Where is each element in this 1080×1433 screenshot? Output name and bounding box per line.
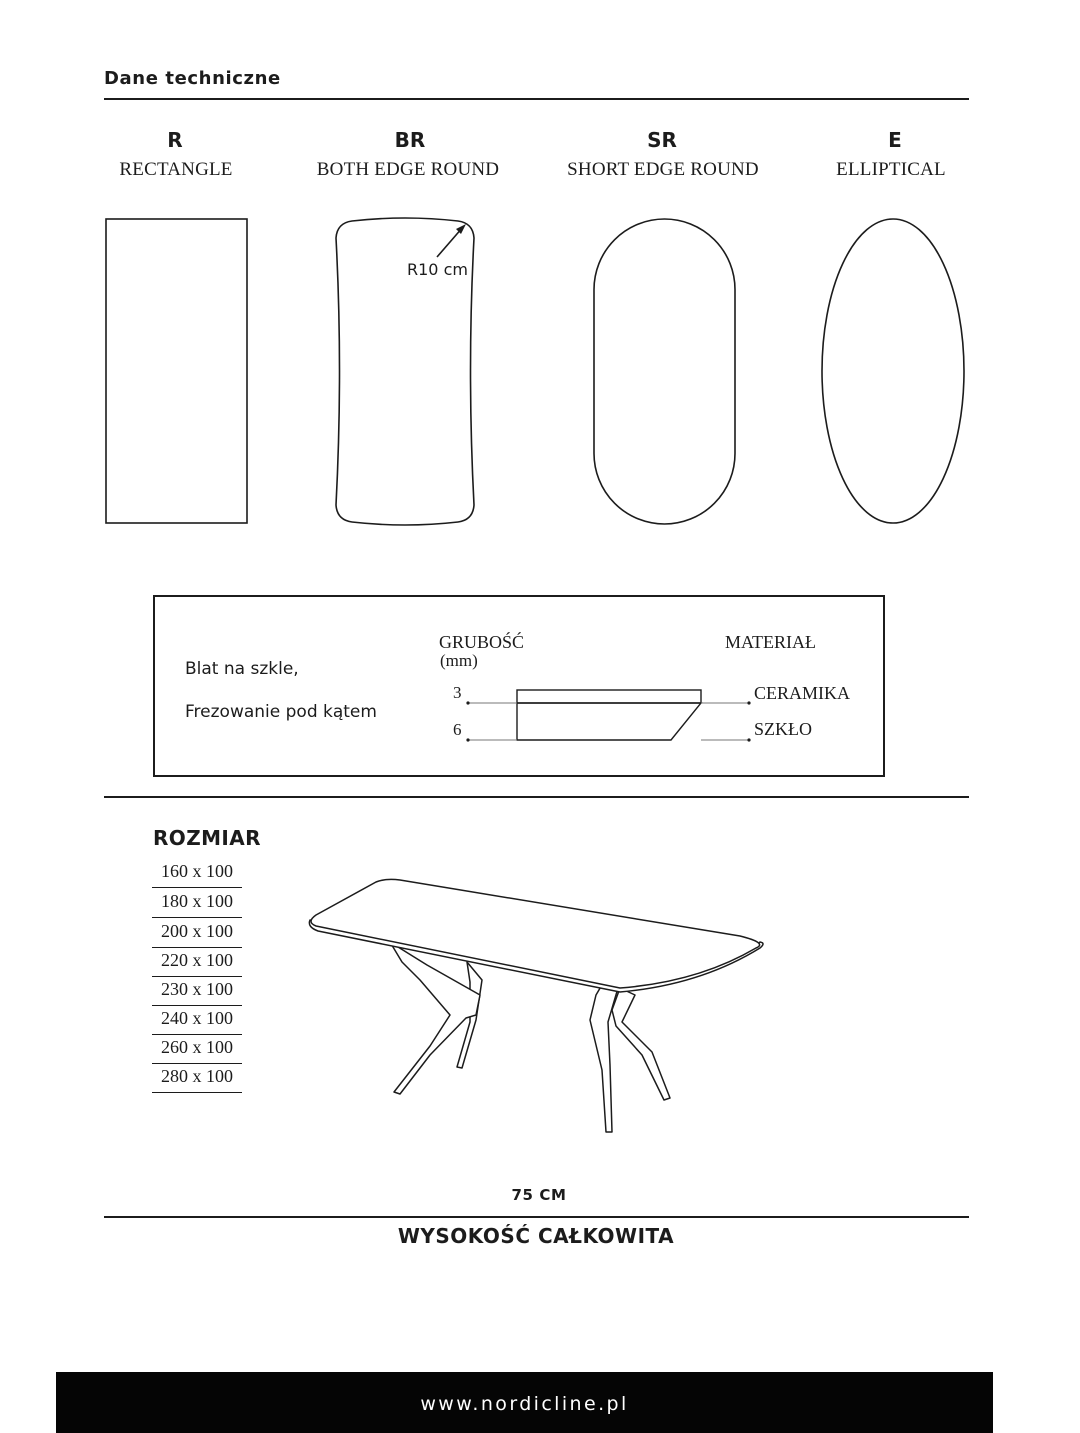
website-link[interactable]: www.nordicline.pl [420, 1393, 629, 1415]
size-item: 220 x 100 [152, 947, 242, 977]
height-label: WYSOKOŚĆ CAŁKOWITA [397, 1224, 675, 1248]
cross-section-diagram [155, 597, 883, 775]
height-value: 75 CM [511, 1186, 567, 1204]
tabletop-shapes-diagram [0, 200, 1080, 540]
section-divider [104, 796, 969, 798]
shape-name-short-edge-round: SHORT EDGE ROUND [567, 159, 759, 180]
shape-code-rectangle: R [167, 128, 183, 152]
layer-2-thickness: 6 [453, 720, 462, 739]
front-left-leg [390, 942, 480, 1094]
shape-name-rectangle: RECTANGLE [119, 159, 233, 180]
size-item: 240 x 100 [152, 1005, 242, 1035]
elliptical-shape [822, 219, 964, 523]
construction-spec-box [153, 595, 885, 777]
size-item: 160 x 100 [152, 858, 242, 888]
rectangle-shape [106, 219, 247, 523]
header-divider [104, 98, 969, 100]
size-item: 180 x 100 [152, 888, 242, 918]
height-divider [104, 1216, 969, 1218]
front-right-leg [590, 978, 618, 1132]
thickness-unit: (mm) [440, 651, 478, 670]
radius-label: R10 cm [407, 260, 468, 279]
size-item: 230 x 100 [152, 976, 242, 1006]
size-item: 280 x 100 [152, 1063, 242, 1093]
size-item: 200 x 100 [152, 918, 242, 948]
spec-line-2: Frezowanie pod kątem [185, 702, 377, 722]
shape-name-elliptical: ELLIPTICAL [836, 159, 946, 180]
short-edge-round-shape [594, 219, 735, 524]
material-header: MATERIAŁ [725, 632, 816, 652]
spec-line-1: Blat na szkle, [185, 659, 299, 679]
table-illustration [290, 870, 780, 1140]
glass-layer [517, 703, 701, 740]
shape-code-short-edge-round: SR [647, 128, 677, 152]
size-title: ROZMIAR [153, 826, 261, 850]
layer-2-material: SZKŁO [754, 719, 812, 739]
back-right-leg [612, 988, 670, 1100]
document-title: Dane techniczne [104, 68, 281, 89]
layer-1-thickness: 3 [453, 683, 462, 702]
ceramic-layer [517, 690, 701, 703]
shape-name-both-edge-round: BOTH EDGE ROUND [316, 159, 500, 180]
size-item: 260 x 100 [152, 1034, 242, 1064]
shape-code-elliptical: E [888, 128, 902, 152]
footer-bar [56, 1372, 993, 1433]
radius-arrow-icon [437, 224, 466, 257]
thickness-header: GRUBOŚĆ [439, 632, 525, 652]
shape-code-both-edge-round: BR [394, 128, 426, 152]
layer-1-material: CERAMIKA [754, 683, 851, 703]
